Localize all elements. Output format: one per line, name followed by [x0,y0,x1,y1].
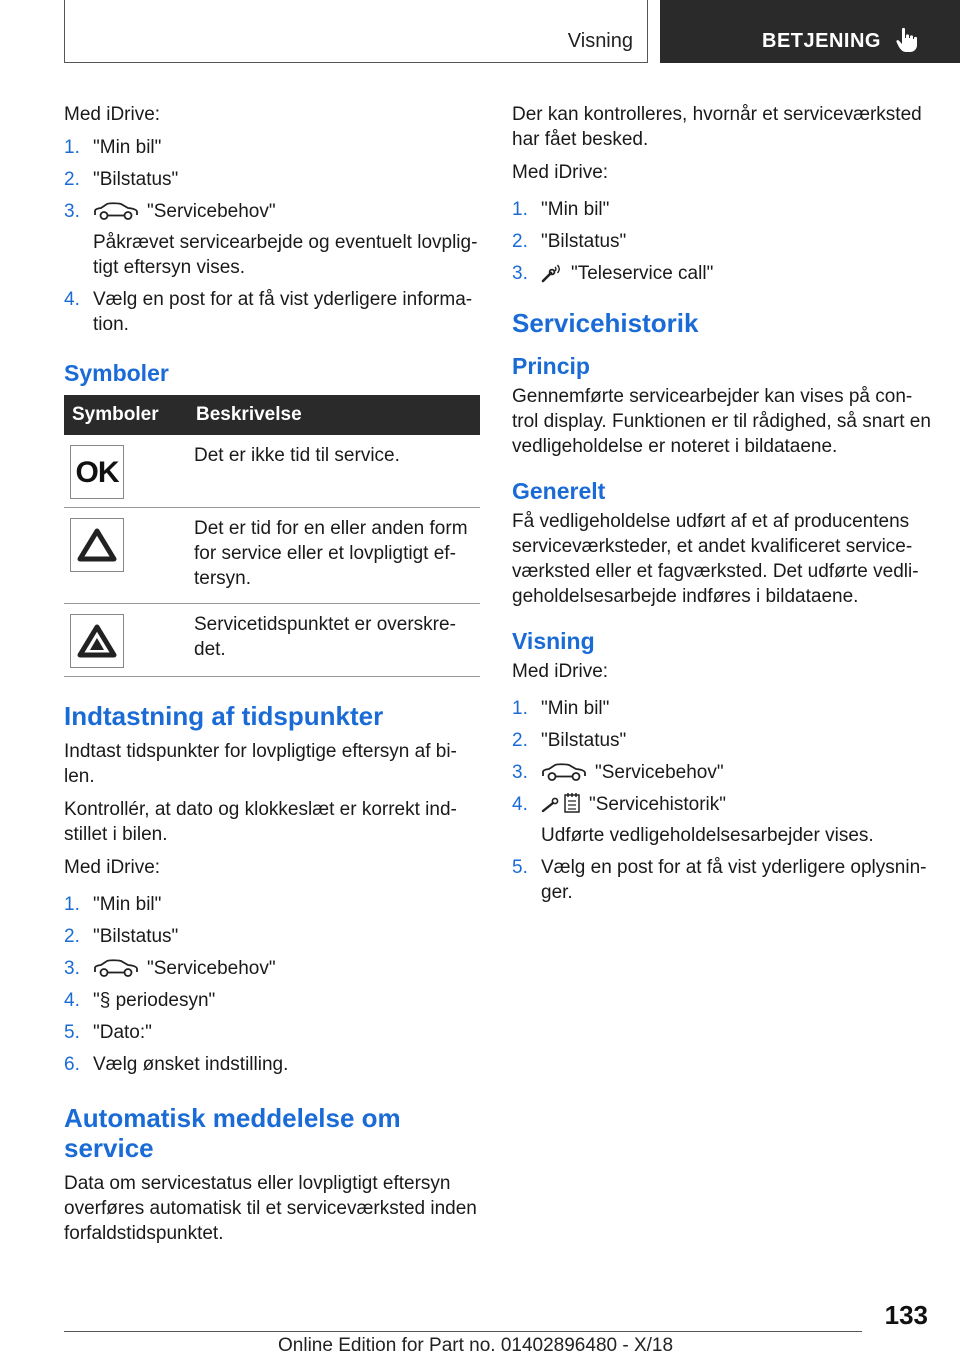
left-column [64,102,480,1254]
list-item: 5. "Dato:" [64,1022,152,1043]
list-item: 2. "Bilstatus" [64,926,179,947]
header-section-title: Visning [567,30,633,52]
list-item: 6. Vælg ønsket indstilling. [64,1054,289,1075]
car-icon [541,762,587,782]
table-header-description: Beskrivelse [188,395,480,435]
footer-divider [64,1331,862,1332]
heading-automatisk: Automatisk meddelelse om service [64,1103,401,1163]
paragraph: Gennemførte servicearbejder kan vises på control display. Funktionen er til rådighed, så snart en vedligeholdelse er noteret i bildataene. [512,386,931,457]
table-row: OK Det er ikke tid til service. [64,435,480,508]
intro-text: Med iDrive: [64,104,161,125]
car-icon [93,958,139,978]
list-item: 4. "Servicehistorik" Udførte vedligeholdelsesarbejder vises. [512,794,874,846]
paragraph: Data om servicestatus eller lovpligtigt eftersyn overføres automatisk til et serviceværksted inden forfaldstidspunktet. [64,1173,477,1244]
table-row: Det er tid for en eller anden form for service eller et lovpligtigt eftersyn. [64,508,480,604]
heading-indtastning: Indtastning af tidspunkter [64,701,384,731]
list-item: 1. "Min bil" [512,698,610,719]
pointing-hand-icon [896,27,918,53]
car-icon [93,201,139,221]
list-item: 1. "Min bil" [64,894,162,915]
footer-edition: Online Edition for Part no. 01402896480 - X/18 [278,1335,674,1356]
header-section-box [64,0,648,63]
list-item: 1. "Min bil" [64,137,162,158]
paragraph: Indtast tidspunkter for lovpligtige eftersyn af bilen. [64,741,457,787]
list-item: 4. "§ periodesyn" [64,990,216,1011]
service-history-icon [541,792,581,814]
list-item: 2. "Bilstatus" [512,730,627,751]
wrench-signal-icon [541,263,563,283]
heading-generelt: Generelt [512,478,606,504]
paragraph: Med iDrive: [64,857,161,878]
paragraph: Kontrollér, at dato og klokkeslæt er korrekt indstillet i bilen. [64,799,457,845]
paragraph: Med iDrive: [512,661,609,682]
warning-triangle-outline-icon [70,518,124,572]
warning-triangle-filled-icon [70,614,124,668]
heading-visning: Visning [512,628,595,654]
list-item: 5. Vælg en post for at få vist yderligere oplysninger. [512,857,927,903]
list-item: 3. "Teleservice call" [512,263,714,284]
symbols-table [64,395,480,677]
list-item: 1. "Min bil" [512,199,610,220]
heading-servicehistorik: Servicehistorik [512,308,699,338]
steps-list-servicebehov [64,135,480,337]
symbols-heading: Symboler [64,360,169,386]
paragraph: Der kan kontrolleres, hvornår et serviceværksted har fået besked. [512,104,922,150]
list-item: 3. "Servicebehov" [64,958,276,979]
steps-list-servicehistorik [512,696,932,905]
paragraph: Få vedligeholdelse udført af et af producentens serviceværksteder, et andet kvalificeret serviceværksted eller et fagværksted. Det udførte vedligeholdelsesarbejde indføres i bildataene. [512,511,919,607]
steps-list-indtastning [64,892,480,1077]
paragraph: Med iDrive: [512,162,609,183]
list-item: 4. Vælg en post for at få vist yderligere information. [64,289,473,335]
heading-princip: Princip [512,353,590,379]
steps-list-teleservice [512,197,932,286]
header-chapter-box [660,0,960,63]
right-column [512,102,932,913]
ok-symbol-icon: OK [70,445,124,499]
header-chapter-title: BETJENING [762,30,881,52]
list-item: 3. "Servicebehov" [512,762,724,783]
list-item: 2. "Bilstatus" [512,231,627,252]
table-row: Servicetidspunktet er overskredet. [64,604,480,677]
list-item: 3. "Servicebehov" Påkrævet servicearbejde og eventuelt lovpligtigt eftersyn vises. [64,201,478,278]
table-header-symbols: Symboler [64,395,188,435]
list-item: 2. "Bilstatus" [64,169,179,190]
page-number: 133 [884,1300,928,1330]
